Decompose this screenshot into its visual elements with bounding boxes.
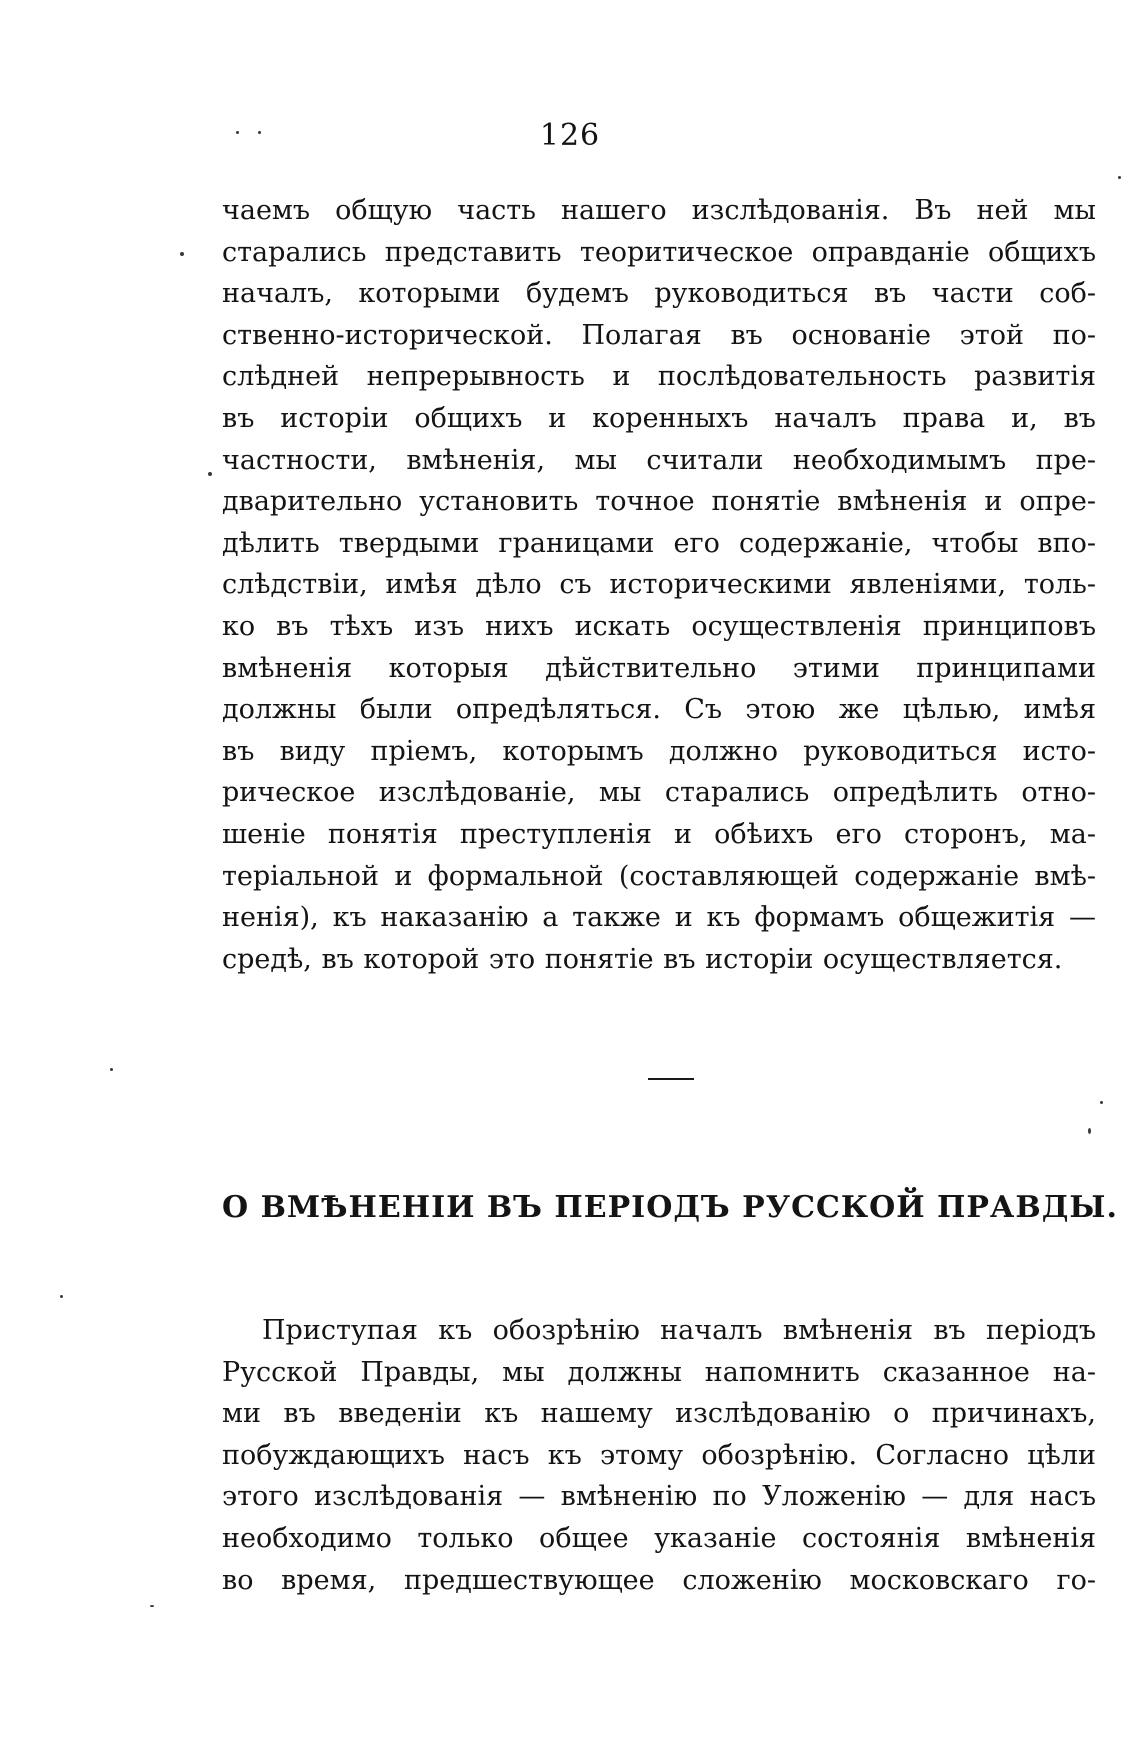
scan-speck [208, 472, 212, 476]
text-line: началъ, которыми будемъ руководиться въ части соб- [222, 278, 1096, 310]
text-line: Приступая къ обозрѣнію началъ вмѣненія въ періодъ [262, 1315, 1096, 1346]
text-line: слѣдствіи, имѣя дѣло съ историческими явленіями, толь- [222, 569, 1096, 601]
text-line: средѣ, въ которой это понятіе въ исторіи осуществляется. [222, 943, 1063, 975]
scan-speck [1088, 1128, 1091, 1134]
text-line: во время, предшествующее сложенію московскаго го- [222, 1564, 1096, 1596]
section-divider [648, 1078, 694, 1080]
section-heading: О ВМѢНЕНІИ ВЪ ПЕРІОДЪ РУССКОЙ ПРАВДЫ. [222, 1190, 1118, 1225]
text-line: ственно-исторической. Полагая въ основаніе этой по- [222, 319, 1096, 351]
text-line: теріальной и формальной (составляющей содержаніе вмѣ- [222, 860, 1096, 892]
text-line: рическое изслѣдованіе, мы старались опредѣлить отно- [222, 777, 1096, 809]
text-line: въ исторіи общихъ и коренныхъ началъ права и, въ [222, 402, 1096, 434]
text-line: вмѣненія которыя дѣйствительно этими принципами [222, 652, 1096, 684]
scan-speck [60, 1295, 63, 1298]
page-number: 126 [539, 118, 601, 153]
scan-speck [258, 131, 261, 134]
text-line: Русской Правды, мы должны напомнить сказанное на- [222, 1356, 1096, 1388]
text-line: побуждающихъ насъ къ этому обозрѣнію. Согласно цѣли [222, 1439, 1096, 1471]
text-line: старались представить теоритическое оправданіе общихъ [222, 236, 1096, 268]
paragraph-1 [222, 190, 1096, 980]
text-line: частности, вмѣненія, мы считали необходимымъ пре- [222, 444, 1096, 476]
text-line: въ виду пріемъ, которымъ должно руководиться исто- [222, 735, 1096, 767]
text-line: ненія), къ наказанію а также и къ формамъ общежитія — [222, 902, 1096, 934]
scan-speck [1118, 176, 1121, 179]
text-line: дѣлить твердыми границами его содержаніе, чтобы впо- [222, 527, 1096, 559]
scan-speck [110, 1068, 113, 1071]
scan-speck [180, 252, 184, 256]
scan-speck [150, 1605, 154, 1607]
paragraph-2 [222, 1310, 1096, 1601]
text-line: этого изслѣдованія — вмѣненію по Уложенію — для насъ [222, 1481, 1096, 1513]
text-line: дварительно установить точное понятіе вмѣненія и опре- [222, 486, 1096, 518]
text-line: ми въ введеніи къ нашему изслѣдованію о причинахъ, [222, 1398, 1096, 1430]
text-line: должны были опредѣляться. Съ этою же цѣлью, имѣя [222, 694, 1096, 726]
text-line: ко въ тѣхъ изъ нихъ искать осуществленія принциповъ [222, 610, 1096, 642]
text-line: чаемъ общую часть нашего изслѣдованія. Въ ней мы [222, 195, 1096, 226]
text-line: слѣдней непрерывность и послѣдовательность развитія [222, 361, 1096, 393]
scan-speck [1100, 1101, 1103, 1104]
text-line: шеніе понятія преступленія и обѣихъ его сторонъ, ма- [222, 818, 1096, 850]
scan-speck [236, 131, 239, 134]
text-line: необходимо только общее указаніе состоянія вмѣненія [222, 1522, 1096, 1554]
